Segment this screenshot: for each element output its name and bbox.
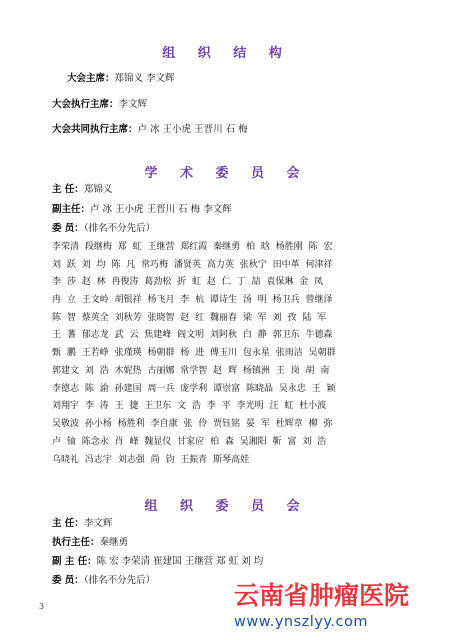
org-row-exec-chair	[52, 99, 147, 111]
org-row-value: 卢 冰 王小虎 王晋川 石 梅	[137, 124, 248, 135]
academic-vice	[52, 204, 232, 216]
org-committee-label: 主 任：	[52, 518, 84, 529]
org-committee-row	[52, 575, 155, 587]
member-line: 李 莎 赵 林 冉俊涛 葛劲松 折 虹 赵 仁 丁 喆 袁保琳 金 凤	[52, 277, 324, 287]
academic-committee-title: 学 术 委 员 会	[144, 166, 309, 181]
org-committee-row	[52, 556, 263, 568]
org-row-co-exec-chair	[52, 124, 248, 136]
org-committee-value: 李文辉	[83, 518, 113, 529]
member-line: 乌晓礼 冯志宇 刘志强 尚 钧 王振青 斯琴高娃	[52, 455, 250, 465]
org-row-label: 大会执行主席：	[52, 99, 119, 110]
org-committee-row	[52, 518, 112, 530]
academic-chair	[52, 184, 112, 196]
member-line: 刘 跃 刘 均 陈 凡 常巧梅 潘贤英 高力英 张秋宁 田中革 何津祥	[52, 260, 333, 270]
academic-vice-value: 卢 冰 王小虎 王晋川 石 梅 李文辉	[90, 204, 232, 215]
org-row-value: 李文辉	[118, 99, 148, 110]
org-committee-value: 陈 宏 李荣清 崔建国 王继营 郑 虹 刘 均	[96, 556, 264, 567]
member-line: 吴敬波 孙小杨 杨胜利 李自康 张 伶 贾钰铭 晏 军 杜辉章 柳 弥	[52, 419, 333, 429]
member-line: 冉 立 王文岭 胡银祥 杨飞月 李 杭 谭诗生 汤 明 杨卫兵 曾继泽	[52, 295, 333, 305]
academic-members-label: 委 员：	[52, 223, 84, 234]
watermark	[234, 576, 448, 630]
member-line: 李德志 陈 渝 孙建国 周一兵 庞学利 谭崇富 陈晓晶 吴永忠 王 颖	[52, 384, 336, 394]
academic-members-note: （排名不分先后）	[83, 223, 156, 234]
org-committee-label: 委 员：	[52, 575, 84, 586]
watermark-title: 云南省肿瘤医院	[234, 581, 410, 610]
academic-chair-value: 郑锦义	[83, 184, 113, 195]
org-committee-row	[52, 537, 128, 549]
member-line: 甄 鹏 王若峥 张瑾瑛 杨朝群 杨 进 傅玉川 包永星 张雨洁 吴朝群	[52, 348, 336, 358]
org-row-value: 郑锦义 李文辉	[114, 73, 175, 84]
member-line: 王 蓍 郁志龙 武 云 焦建峰 阎文明 刘阿秋 白 静 郭卫东 牛德森	[52, 330, 333, 340]
member-line: 李荣清 段继梅 郑 虹 王继营 郑红霞 秦继勇 柏 晗 杨胜刚 陈 宏	[52, 242, 333, 252]
page-number: 3	[39, 602, 45, 611]
academic-members	[52, 223, 155, 235]
member-line: 郭建文 刘 浩 木妮热 古丽娜 常学智 赵 辉 杨镇洲 王 岗 胡 南	[52, 366, 330, 376]
member-line: 卢 铀 陈念永 肖 峰 魏显仪 甘家应 柏 森 吴湘阳 靳 富 刘 浩	[52, 437, 327, 447]
member-line: 刘翔宇 李 涛 王 捷 王卫东 文 浩 李 平 李光明 汪 虹 杜小波	[52, 401, 327, 411]
member-line: 陈 智 蔡英全 刘秋芳 张晓智 赵 红 魏丽春 梁 军 刘 孜 陆 军	[52, 313, 327, 323]
org-structure-title: 组 织 结 构	[162, 46, 291, 61]
academic-vice-label: 副主任：	[52, 204, 91, 215]
org-row-chair	[67, 73, 175, 85]
academic-chair-label: 主 任：	[52, 184, 84, 195]
org-row-label: 大会主席：	[67, 73, 115, 84]
org-row-label: 大会共同执行主席：	[52, 124, 138, 135]
org-committee-label: 副 主 任：	[52, 556, 97, 567]
watermark-url: www.ynszlyy.com	[234, 614, 368, 630]
org-committee-title: 组 织 委 员 会	[144, 499, 309, 514]
org-committee-value: 秦继勇	[99, 537, 129, 548]
org-committee-label: 执行主任：	[52, 537, 100, 548]
org-committee-value: （排名不分先后）	[83, 575, 156, 586]
